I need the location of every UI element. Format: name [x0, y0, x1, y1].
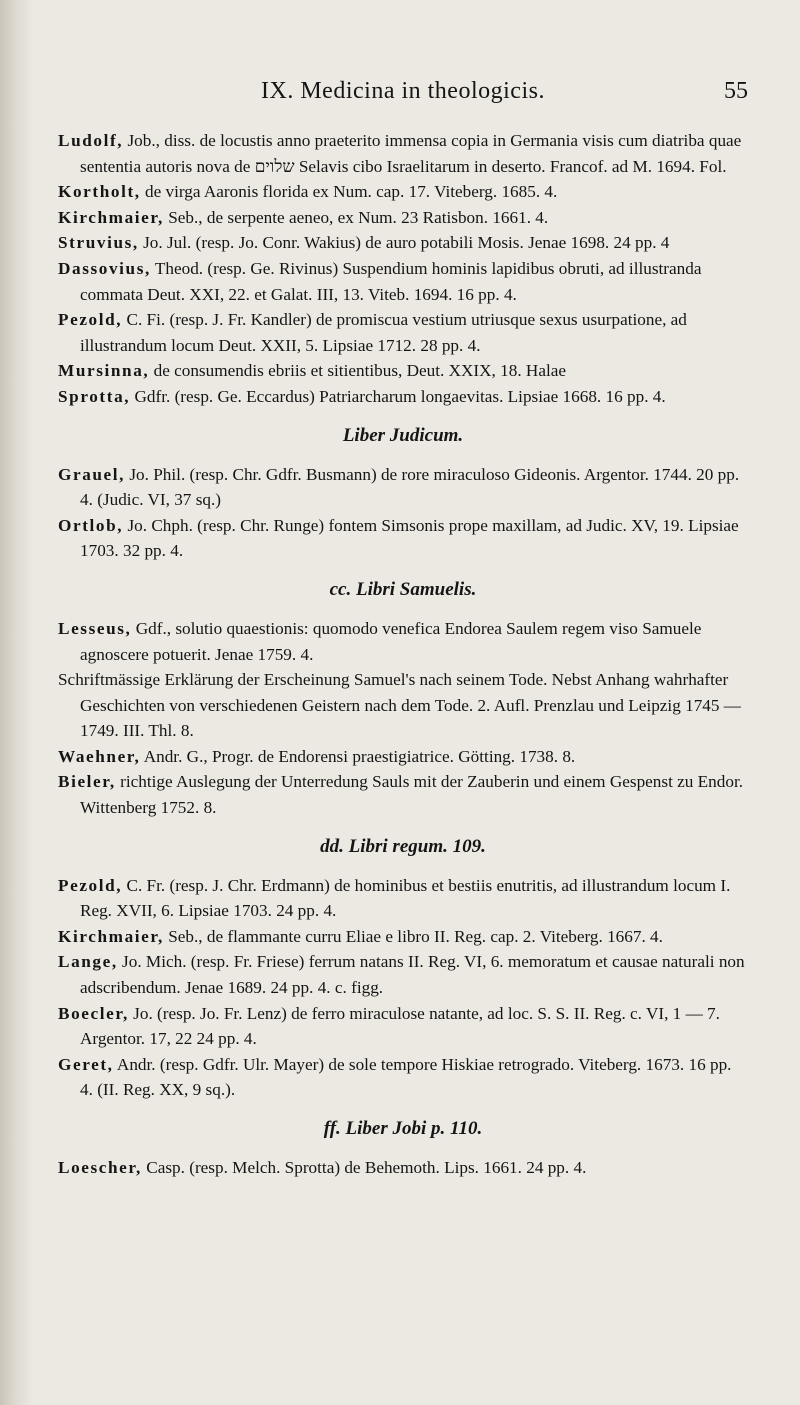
entry-text: richtige Auslegung der Unterredung Sauls mit der Zauberin und einem Gespenst zu Endor. Wittenberg 1752. 8. — [80, 772, 744, 818]
page-number: 55 — [724, 78, 748, 104]
entry-author: Kirchmaier, — [58, 207, 164, 227]
entry-text: de consumendis ebriis et sitientibus, Deut. XXIX, 18. Halae — [149, 361, 567, 381]
entry-text: Schriftmässige Erklärung der Erscheinung Samuel's nach seinem Tode. Nebst Anhang wahrhafter Geschichten von verschiedenen Geistern nach dem Tode. 2. Aufl. Prenzlau und Leipzig 1745 — 1749. III. Thl. 8. — [58, 670, 741, 741]
entry-author: Kortholt, — [58, 182, 141, 202]
bibliography-entry — [58, 307, 748, 358]
entry-author: Grauel, — [58, 464, 126, 484]
entry-text: C. Fi. (resp. J. Fr. Kandler) de promiscua vestium utriusque sexus usurpatione, ad illustrandum locum Deut. XXII, 5. Lipsiae 1712. 28 pp. 4. — [80, 310, 687, 355]
entry-text: de virga Aaronis florida ex Num. cap. 17. Viteberg. 1685. 4. — [140, 182, 558, 202]
entry-author: Struvius, — [58, 233, 139, 253]
entry-text: Jo. (resp. Jo. Fr. Lenz) de ferro miraculose natante, ad loc. S. S. II. Reg. c. VI, 1 — 7. Argentor. 17, 22 24 pp. 4. — [80, 1003, 720, 1049]
bibliography-entry — [58, 128, 748, 179]
bibliography-entry — [58, 384, 748, 410]
entry-author: Bieler, — [58, 772, 116, 792]
entry-author: Lange, — [58, 952, 118, 972]
entry-text: Jo. Chph. (resp. Chr. Runge) fontem Simsonis prope maxillam, ad Judic. XV, 19. Lipsiae 1703. 32 pp. 4. — [80, 515, 739, 561]
entry-text: C. Fr. (resp. J. Chr. Erdmann) de hominibus et bestiis enutritis, ad illustrandum locum I. Reg. XVII, 6. Lipsiae 1703. 24 pp. 4. — [80, 875, 731, 921]
entry-author: Geret, — [58, 1054, 114, 1074]
section-heading: ff. Liber Jobi p. 110. — [323, 1118, 483, 1139]
entry-author: Pezold, — [58, 875, 123, 895]
bibliography-entry — [58, 462, 748, 513]
bibliography-entry — [58, 1001, 748, 1052]
entry-text: Seb., de flammante curru Eliae e libro II. Reg. cap. 2. Viteberg. 1667. 4. — [163, 926, 663, 946]
entry-text: Gdf., solutio quaestionis: quomodo venefica Endorea Saulem regem viso Samuele agnoscere potuerit. Jenae 1759. 4. — [80, 618, 702, 664]
entry-text: Jo. Jul. (resp. Jo. Conr. Wakius) de auro potabili Mosis. Jenae 1698. 24 pp. 4 — [138, 233, 670, 253]
bibliography-entry — [58, 744, 748, 770]
page-header — [58, 78, 748, 112]
page-binding-edge — [0, 0, 34, 1405]
bibliography-entry — [58, 230, 748, 256]
entry-text: Gdfr. (resp. Ge. Eccardus) Patriarcharum longaevitas. Lipsiae 1668. 16 pp. 4. — [130, 386, 666, 406]
entry-author: Lesseus, — [58, 618, 132, 638]
bibliography-entry — [58, 513, 748, 564]
entry-author: Waehner, — [58, 746, 141, 766]
bibliography-entry — [58, 256, 748, 307]
section-heading: Liber Judicum. — [342, 424, 464, 446]
entry-author: Pezold, — [58, 310, 123, 330]
entry-author: Dassovius, — [58, 258, 151, 278]
entry-author: Loescher, — [58, 1158, 142, 1177]
entry-author: Kirchmaier, — [58, 926, 164, 946]
entry-author: Ortlob, — [58, 515, 124, 535]
bibliography-entry — [58, 873, 748, 924]
bibliography-list — [58, 128, 748, 1181]
entry-author: Ludolf, — [58, 131, 124, 150]
entry-text: Andr. G., Progr. de Endorensi praestigiatrice. Götting. 1738. 8. — [140, 746, 576, 766]
bibliography-entry — [58, 667, 748, 744]
entry-text: Job., diss. de locustis anno praeterito immensa copia in Germania visis cum diatriba quae sententia autoris nova de שלוים Selavis cibo Israelitarum in deserto. Francof. ad M. 1694. Fol. — [80, 131, 742, 176]
entry-text: Andr. (resp. Gdfr. Ulr. Mayer) de sole tempore Hiskiae retrogrado. Viteberg. 1673. 16 pp. 4. (II. Reg. XX, 9 sq.). — [80, 1054, 732, 1100]
bibliography-entry — [58, 179, 748, 205]
bibliography-entry — [58, 1155, 748, 1181]
bibliography-entry — [58, 1052, 748, 1103]
entry-text: Theod. (resp. Ge. Rivinus) Suspendium hominis lapidibus obruti, ad illustranda commata Deut. XXI, 22. et Galat. III, 13. Viteb. 1694. 16 pp. 4. — [80, 258, 702, 304]
bibliography-entry — [58, 358, 748, 384]
bibliography-entry — [58, 205, 748, 231]
entry-author: Boecler, — [58, 1003, 129, 1023]
entry-author: Mursinna, — [58, 361, 150, 381]
running-title: IX. Medicina in theologicis. — [261, 78, 545, 104]
entry-text: Casp. (resp. Melch. Sprotta) de Behemoth. Lips. 1661. 24 pp. 4. — [141, 1158, 587, 1177]
bibliography-entry — [58, 924, 748, 950]
bibliography-entry — [58, 949, 748, 1000]
section-heading: cc. Libri Samuelis. — [329, 578, 477, 600]
entry-text: Seb., de serpente aeneo, ex Num. 23 Ratisbon. 1661. 4. — [163, 207, 549, 227]
section-heading: dd. Libri regum. 109. — [320, 835, 486, 857]
bibliography-entry — [58, 769, 748, 820]
bibliography-entry — [58, 616, 748, 667]
entry-author: Sprotta, — [58, 386, 131, 406]
entry-text: Jo. Phil. (resp. Chr. Gdfr. Busmann) de rore miraculoso Gideonis. Argentor. 1744. 20 pp. 4. (Judic. VI, 37 sq.) — [80, 464, 740, 510]
entry-text: Jo. Mich. (resp. Fr. Friese) ferrum natans II. Reg. VI, 6. memoratum et causae naturali non adscribendum. Jenae 1689. 24 pp. 4. c. figg. — [80, 952, 745, 998]
